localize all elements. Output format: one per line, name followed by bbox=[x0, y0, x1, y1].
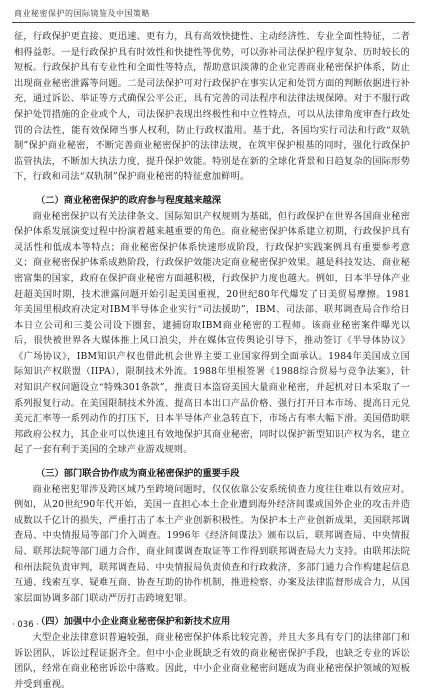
running-title: 商业秘密保护的国际镜鉴及中国策略 bbox=[14, 9, 150, 18]
paragraph: 大型企业法律意识普遍较强，商业秘密保护体系比较完善，并且大多具有专门的法律部门和诉讼团队，诉讼过程证据齐全。但中小企业既缺乏有效的商业秘密保护手段，也缺乏专业的诉讼团队，经常在商业秘密诉讼中落败。因此，中小企业商业秘密问题成为商业秘密保护领域的短板并受到重视。 bbox=[14, 631, 410, 690]
paragraph: 商业秘密犯罪涉及跨区域乃至跨境问题时，仅仅依靠公安系统侦查力度往往难以有效应对。例如，从20世纪90年代开始，美国一直担心本土企业遭到海外经济间谍或国外企业的攻击并造成数以千亿计的损失，严重打击了本土产业创新积极性。为保护本土产业创新成果，美国联邦调查局、中央情报局等部门介入调查。1996年《经济间谍法》颁布以后，联邦调查局、中央情报局、联邦法院等部门通力合作，商业间谍调查取证等工作得到联邦调查局大力支持。由联邦法院和州法院负责审判，联邦调查局、中央情报局负责侦查和行政救济，多部门通力合作构建起信息互通、线索互享、疑难互商、协查互助的协作机制，推进检察、办案及法律监督形成合力，从国家层面协调多部门联动严厉打击跨境犯罪。 bbox=[14, 483, 410, 604]
section-gap bbox=[14, 185, 410, 193]
section-heading-4: （四）加强中小企业商业秘密保护和新技术应用 bbox=[36, 616, 231, 628]
paragraph-continued: 征，行政保护更直接、更迅速、更有力，具有高效快捷性、主动经济性、专业全面性特征，二者相得益彰。一是行政保护具有时效性和快捷性等优势，可以弥补司法保护程序复杂、历时较长的短板。行政保护具有专业性和全面性等特点，帮助意识淡薄的企业完善商业秘密保护体系，防止出现商业秘密泄露等问题。二是司法保护可对行政保护在事实认定和处罚方面的判断依据进行补充，通过诉讼、举证等方式确保公平公正，具有完善的司法程序和法律法规保障。对于不服行政保护处罚措施的企业或个人，司法保护表现出终极性和中立性特点，可以从法律角度审查行政处罚的合法性，能有效保障当事人权利，防止行政权滥用。基于此，各国均实行司法和行政“双轨制”保护商业秘密，不断完善商业秘密保护的法律法规，在筑牢保护根基的同时，强化行政保护监管执法，不断加大执法力度，提升保护效能。特别是在新的全球化背景和日趋复杂的国际形势下，行政和司法“双轨制”保护商业秘密的特征愈加鲜明。 bbox=[14, 31, 410, 183]
section-gap bbox=[14, 606, 410, 614]
section-heading-2: （二）商业秘密保护的政府参与程度越来越深 bbox=[36, 194, 221, 206]
header-rule bbox=[12, 22, 415, 23]
page-number: · 036 · bbox=[12, 620, 40, 630]
section-gap bbox=[14, 458, 410, 466]
document-body bbox=[14, 29, 410, 692]
paragraph: 商业秘密保护以有关法律条文、国际知识产权规则为基础，但行政保护在世界各国商业秘密保护体系发展演变过程中扮演着越来越重要的角色。商业秘密保护体系建立初期，行政保护具有灵活性和低成本等特点；商业秘密保护体系快速形成阶段，行政保护实践案例具有重要参考意义；商业秘密保护体系成熟阶段，行政保护效能决定商业秘密保护效果。越是科技发达、商业秘密富集的国家，政府在保护商业秘密方面越积极，行政保护力度也越大。例如，日本半导体产业赶超美国时期，技术泄露问题开始引起美国重视，20世纪80年代爆发了日美贸易摩擦。1981年美国里根政府决定对IBM半导体企业实行“司法援助”，IBM、司法部、联邦调查局合作给日本日立公司和三菱公司设下圈套，逮捕窃取IBM商业秘密的工程师。该商业秘密案件曝光以后，很快被世界各大媒体推上风口浪尖，并在媒体宣传舆论引导下，推动签订《半导体协议》《广场协议》，IBM知识产权也借此机会世界主要工业国家得到全面承认。1984年美国成立国际知识产权联盟（IIPA），限制技术外流。1988年里根签署《1988综合贸易与竞争法案》，针对知识产权问题设立“特殊301条款”，推责日本盗窃美国大量商业秘密，并起机对日本采取了一系列报复行动。在美国限制技术外流、提高日本出口产品价格、强行打开日本市场、提高日元兑美元汇率等一系列动作的打压下，日本半导体产业急转直下，市场占有率大幅下滑。美国借助联邦政府公权力，其企业可以快速且有效地保护其商业秘密，同时以保护新型知识产权为名，建立起了一套有利于美国的全球产业游戏规则。 bbox=[14, 210, 410, 456]
section-heading-3: （三）部门联合协作成为商业秘密保护的重要手段 bbox=[36, 468, 240, 480]
